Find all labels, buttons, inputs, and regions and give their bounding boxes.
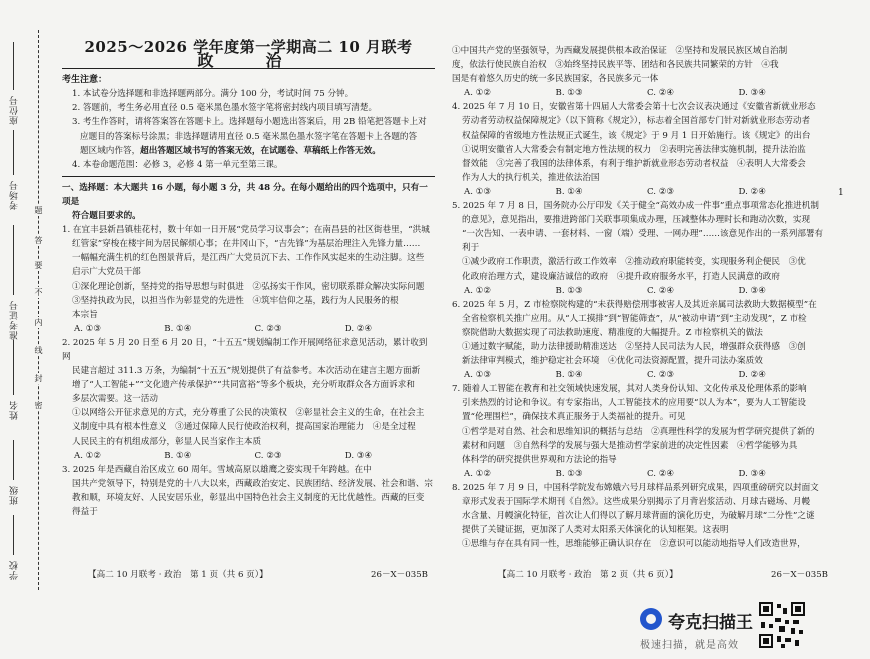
option-c: C. ②③ bbox=[254, 450, 282, 461]
option-d: D. ③④ bbox=[344, 450, 373, 461]
answer-options bbox=[62, 322, 435, 336]
question-stem: 的意见》，意见指出，要推进跨部门关联事项集成办理，压减整体办理时长和跑动次数，实现 bbox=[462, 215, 811, 226]
question-item: 作为人大的执行机关，推进依法治国 bbox=[462, 172, 600, 183]
option-b: B. ①④ bbox=[555, 186, 583, 197]
seal-char: 答 bbox=[34, 236, 43, 245]
option-a: A. ①③ bbox=[464, 370, 492, 381]
question-stem: 得益于 bbox=[72, 507, 98, 517]
question-stem: 教和顺，环境友好、人民安居乐业，彰显出中国特色社会主义制度的无比优越性。西藏的巨变 bbox=[72, 492, 425, 503]
question-stem: 8. 2025 年 7 月 9 日，中国科学院发布嫦娥六号月球样品系列研究成果，四项重磅研究以封面文 bbox=[452, 482, 819, 493]
section-heading: 一、选择题：本大题共 16 小题，每小题 3 分，共 48 分。在每小题给出的四个选项中，只有一项是 bbox=[62, 182, 428, 207]
option-d: D. ②④ bbox=[738, 370, 766, 381]
seal-char: 不 bbox=[34, 288, 43, 297]
seal-dashed-line bbox=[38, 30, 39, 590]
question-stem: 提供了关键证据，更加深了人类对太阳系天体演化的认知框架。这表明 bbox=[462, 525, 729, 536]
ticket-number-line bbox=[13, 225, 14, 295]
exam-room-line bbox=[13, 130, 14, 175]
name-label: 姓名 bbox=[10, 400, 20, 420]
section-heading-cont: 符合题目要求的。 bbox=[72, 211, 141, 222]
notice-emphasis: 超出答题区域书写的答案无效，在试题卷、草稿纸上作答无效。 bbox=[140, 145, 381, 156]
question-stem: 置“伦理围栏”，确保技术真正服务于人类福祉的提升。可见 bbox=[462, 412, 686, 423]
answer-options bbox=[452, 368, 830, 382]
notice-line: 2. 答题前，考生务必用直径 0.5 毫米黑色墨水签字笔将密封线内项目填写清楚。 bbox=[72, 103, 378, 114]
question-item: 督效能 ③完善了我国的法律体系，有利于维护新就业形态劳动者权益 ④表明人大常委会 bbox=[462, 158, 806, 169]
subject-title: 政 治 bbox=[197, 51, 300, 71]
seal-char: 题 bbox=[34, 206, 43, 215]
question-item: ①深化理论创新，坚持党的指导思想与时俱进 ②弘扬实干作风，密切联系群众解决实际问题 bbox=[72, 281, 425, 292]
option-c: C. ②④ bbox=[647, 468, 675, 479]
question-stem: 启示广大党员干部 bbox=[72, 267, 141, 278]
seal-char: 封 bbox=[34, 374, 43, 383]
question-stem: 6. 2025 年 5 月，Z 市检察院构建的“未获得赔偿刑事被害人及其近亲属司法救助大数据模型”在 bbox=[452, 299, 817, 310]
answer-options bbox=[452, 86, 830, 100]
option-b: B. ①③ bbox=[555, 468, 583, 479]
option-a: A. ①② bbox=[464, 285, 492, 296]
seat-number-label: 座位号 bbox=[10, 95, 20, 125]
question-stem: 权益保障的省级地方性法规正式诞生，该《规定》于 9 月 1 日开始施行。该《规定》的出台 bbox=[462, 130, 811, 141]
notice-line: 3. 考生作答时，请将答案答在答题卡上。选择题每小题选出答案后，用 2B 铅笔把答题卡上对 bbox=[72, 117, 427, 128]
question-5 bbox=[452, 199, 830, 298]
question-stem: 5. 2025 年 7 月 8 日，国务院办公厅印发《关于健全“高效办成一件事”重点事项常态化推进机制 bbox=[452, 201, 819, 212]
question-stem: 引来热烈的讨论和争议。有专家指出，人工智能技术的应用要“以人为本”，要为人工智能设 bbox=[462, 398, 806, 409]
question-stem: 7. 随着人工智能在教育和社交领域快速发展，其对人类身份认知、文化传承及伦理体系的影响 bbox=[452, 384, 807, 395]
question-item: ①思维与存在具有同一性，思维能够正确认识存在 ②意识可以能动地指导人们改造世界， bbox=[462, 539, 806, 550]
scanner-name: 夸克扫描王 bbox=[668, 613, 753, 633]
option-d: D. ③④ bbox=[738, 468, 766, 479]
seal-char: 密 bbox=[34, 401, 43, 410]
scanner-tagline: 极速扫描，就是高效 bbox=[640, 640, 739, 651]
footer-page-2 bbox=[498, 568, 828, 580]
question-stem: 增了“人工智能+”“文化遗产传承保护”“共同富裕”等多个板块，充分听取群众各方面诉求和 bbox=[72, 380, 415, 391]
question-item: ①说明安徽省人大常委会有制定地方性法规的权力 ②表明完善法律实施机制，提升法治监 bbox=[462, 144, 806, 155]
option-a: A. ①② bbox=[74, 450, 102, 461]
question-stem: 察院借助大数据实现了司法救助速度、精准度的大幅提升。Z 市检察机关的做法 bbox=[462, 327, 763, 338]
option-a: A. ①③ bbox=[464, 186, 492, 197]
question-item: 本宗旨 bbox=[72, 309, 98, 320]
notice-line bbox=[62, 144, 435, 158]
question-stem: 全省检察机关推广应用。从“人工摸排”到“智能筛查”，从“被动申请”到“主动发现”，Z 市检 bbox=[462, 313, 807, 324]
question-item: 素材和问题 ③自然科学的发展与强大是推动哲学家前进的决定性因素 ④哲学能够为具 bbox=[462, 440, 798, 451]
option-d: D. ②④ bbox=[344, 323, 373, 334]
option-b: B. ①③ bbox=[555, 285, 583, 296]
question-stem: 4. 2025 年 7 月 10 日，安徽省第十四届人大常委会第十七次会议表决通过《安徽省新就业形态 bbox=[452, 102, 816, 113]
seal-char: 线 bbox=[34, 346, 43, 355]
question-item: ③坚持执政为民，以担当作为彰显党的先进性 ④筑牢信仰之基，践行为人民服务的根 bbox=[72, 295, 399, 306]
qr-code-icon bbox=[757, 600, 807, 650]
seal-char: 要 bbox=[34, 261, 43, 270]
question-stem: 水含量、月幔演化特征，首次让人们得以了解月球背面的演化历史，为破解月球“二分性”之谜 bbox=[462, 511, 815, 522]
question-stem: 国共产党领导下，特别是党的十八大以来，西藏政治安定、民族团结、经济发展、社会和谐、宗 bbox=[72, 478, 433, 489]
notice-text: 题区域内作答， bbox=[80, 145, 141, 156]
footer-page-1 bbox=[88, 568, 428, 580]
option-b: B. ①④ bbox=[164, 450, 192, 461]
question-stem: 2. 2025 年 5 月 20 日至 6 月 20 日，“十五五”规划编制工作开展网络征求意见活动，累计收到网 bbox=[62, 337, 428, 362]
question-stem: 一幅幅充满生机的红色图景背后，是江西广大党员沉下去、工作作风实起来的生动注脚。这些 bbox=[72, 253, 425, 264]
question-stem: 民建言超过 311.3 万条，为编制“十五五”规划提供了有益参考。本次活动在建言主题方面新 bbox=[72, 366, 421, 377]
notice-line: 应题目的答案标号涂黑；非选择题请用直径 0.5 毫米黑色墨水签字笔在答题卡上各题的答 bbox=[80, 131, 418, 142]
answer-options bbox=[452, 284, 830, 298]
question-item: ①减少政府工作职责，激活行政工作效率 ②推动政府职能转变，实现服务利企便民 ③优 bbox=[462, 257, 806, 268]
question-7 bbox=[452, 382, 830, 481]
question-6 bbox=[452, 298, 830, 383]
question-item: 化政府治理方式，建设廉洁诚信的政府 ④提升政府服务水平，打造人民满意的政府 bbox=[462, 271, 780, 282]
question-4 bbox=[452, 100, 830, 199]
footer-code: 26－X－035B bbox=[771, 570, 828, 580]
class-label: 班级 bbox=[10, 485, 20, 505]
binding-strip bbox=[0, 0, 52, 659]
notice-box bbox=[62, 68, 435, 177]
notice-line: 4. 本卷命题范围：必修 3，必修 4 第一单元至第三课。 bbox=[72, 159, 283, 170]
seal-char: 内 bbox=[34, 318, 43, 327]
question-stem: 3. 2025 年是西藏自治区成立 60 周年。雪域高原以雄鹰之姿实现千年跨越。在中 bbox=[62, 464, 372, 475]
school-label: 学校 bbox=[10, 560, 20, 580]
question-1 bbox=[62, 223, 435, 336]
question-item: 度，依法行使民族自治权 ③始终坚持民族平等、团结和各民族共同繁荣的方针 ④我 bbox=[452, 60, 779, 71]
question-stem: 利于 bbox=[462, 243, 480, 254]
option-a: A. ①② bbox=[464, 88, 492, 99]
question-stem: 1. 在宜丰县新昌镇桂花村，数十年如一日开展“党员学习议事会”；在南昌县的社区街巷里，“洪城 bbox=[62, 225, 430, 236]
question-3 bbox=[62, 463, 435, 519]
question-item: 人民民主的有机组成部分，彰显人民当家作主本质 bbox=[72, 436, 262, 447]
option-d: D. ③④ bbox=[738, 88, 766, 99]
footer-page-label: 【高二 10 月联考 · 政治 第 2 页（共 6 页）】 bbox=[498, 570, 678, 580]
margin-mark: 1 bbox=[838, 188, 844, 198]
option-b: B. ①④ bbox=[164, 323, 192, 334]
option-b: B. ①④ bbox=[555, 370, 583, 381]
scanner-logo-icon bbox=[640, 608, 662, 630]
answer-options bbox=[452, 467, 830, 481]
left-column bbox=[62, 40, 435, 519]
option-a: A. ①② bbox=[464, 468, 492, 479]
school-line bbox=[13, 515, 14, 555]
name-line bbox=[13, 340, 14, 395]
question-item: 新法律审判模式，维护稳定社会环境 ④优化司法资源配置，提升司法办案质效 bbox=[462, 356, 763, 367]
question-stem: “一次告知、一表申请、一套材料、一窗（端）受理、一网办理”……该意见作出的一系列部署有 bbox=[462, 229, 824, 240]
question-item: ①通过数字赋能，助力法律援助精准送达 ②坚持人民司法为人民，增强群众获得感 ③创 bbox=[462, 341, 806, 352]
question-item: 义制度中具有根本性意义 ③通过保障人民行使政治权利，提高国家治理能力 ④是全过程 bbox=[72, 422, 416, 433]
question-item: ①中国共产党的坚强领导，为西藏发展提供根本政治保证 ②坚持和发展民族区域自治制 bbox=[452, 46, 788, 56]
option-d: D. ②④ bbox=[738, 186, 766, 197]
ticket-number-label: 准考证号 bbox=[10, 300, 20, 340]
question-8 bbox=[452, 481, 830, 551]
question-item: ①哲学是对自然、社会和思维知识的概括与总结 ②真理性科学的发展为哲学研究提供了新的 bbox=[462, 426, 815, 437]
option-c: C. ②③ bbox=[254, 323, 282, 334]
footer-code: 26－X－035B bbox=[371, 570, 428, 580]
notice-line: 1. 本试卷分选择题和非选择题两部分。满分 100 分，考试时间 75 分钟。 bbox=[72, 89, 354, 100]
answer-options bbox=[62, 449, 435, 463]
option-c: C. ②④ bbox=[647, 88, 675, 99]
question-stem: 章形式发表于国际学术期刊《自然》。这些成果分别揭示了月背岩浆活动、月球古磁场、月幔 bbox=[462, 497, 811, 507]
exam-title: 2025～2026 学年度第一学期高二 10 月联考 bbox=[84, 38, 413, 56]
seat-number-line bbox=[13, 42, 14, 90]
notice-heading: 考生注意： bbox=[62, 75, 108, 86]
question-item: 体科学的研究提供世界观和方法论的指导 bbox=[462, 454, 617, 465]
option-c: C. ②④ bbox=[647, 285, 675, 296]
option-b: B. ①③ bbox=[555, 88, 583, 99]
exam-room-label: 考场号 bbox=[10, 180, 20, 210]
question-item: 国是有着悠久历史的统一多民族国家，各民族多元一体 bbox=[452, 74, 659, 85]
question-stem: 劳动者劳动权益保障规定》（以下简称《规定》），标志着全国首部专门针对新就业形态劳动者 bbox=[462, 116, 811, 127]
question-stem: 红管家”穿梭在楼宇间为居民解烦心事；在井冈山下，“吉先锋”为基层治理注入先锋力量…… bbox=[72, 239, 421, 250]
option-d: D. ③④ bbox=[738, 285, 766, 296]
option-c: C. ②③ bbox=[647, 370, 675, 381]
question-3-cont bbox=[452, 44, 830, 100]
option-a: A. ①③ bbox=[74, 323, 102, 334]
question-stem: 多层次需要。这一活动 bbox=[72, 394, 158, 405]
answer-options bbox=[452, 185, 830, 199]
right-column bbox=[452, 44, 830, 551]
question-2 bbox=[62, 336, 435, 463]
question-item: ①以网络公开征求意见的方式，充分尊重了公民的决策权 ②彰显社会主义的生命，在社会主 bbox=[72, 408, 425, 419]
option-c: C. ②③ bbox=[647, 186, 675, 197]
class-line bbox=[13, 440, 14, 480]
footer-page-label: 【高二 10 月联考 · 政治 第 1 页（共 6 页）】 bbox=[88, 570, 268, 580]
